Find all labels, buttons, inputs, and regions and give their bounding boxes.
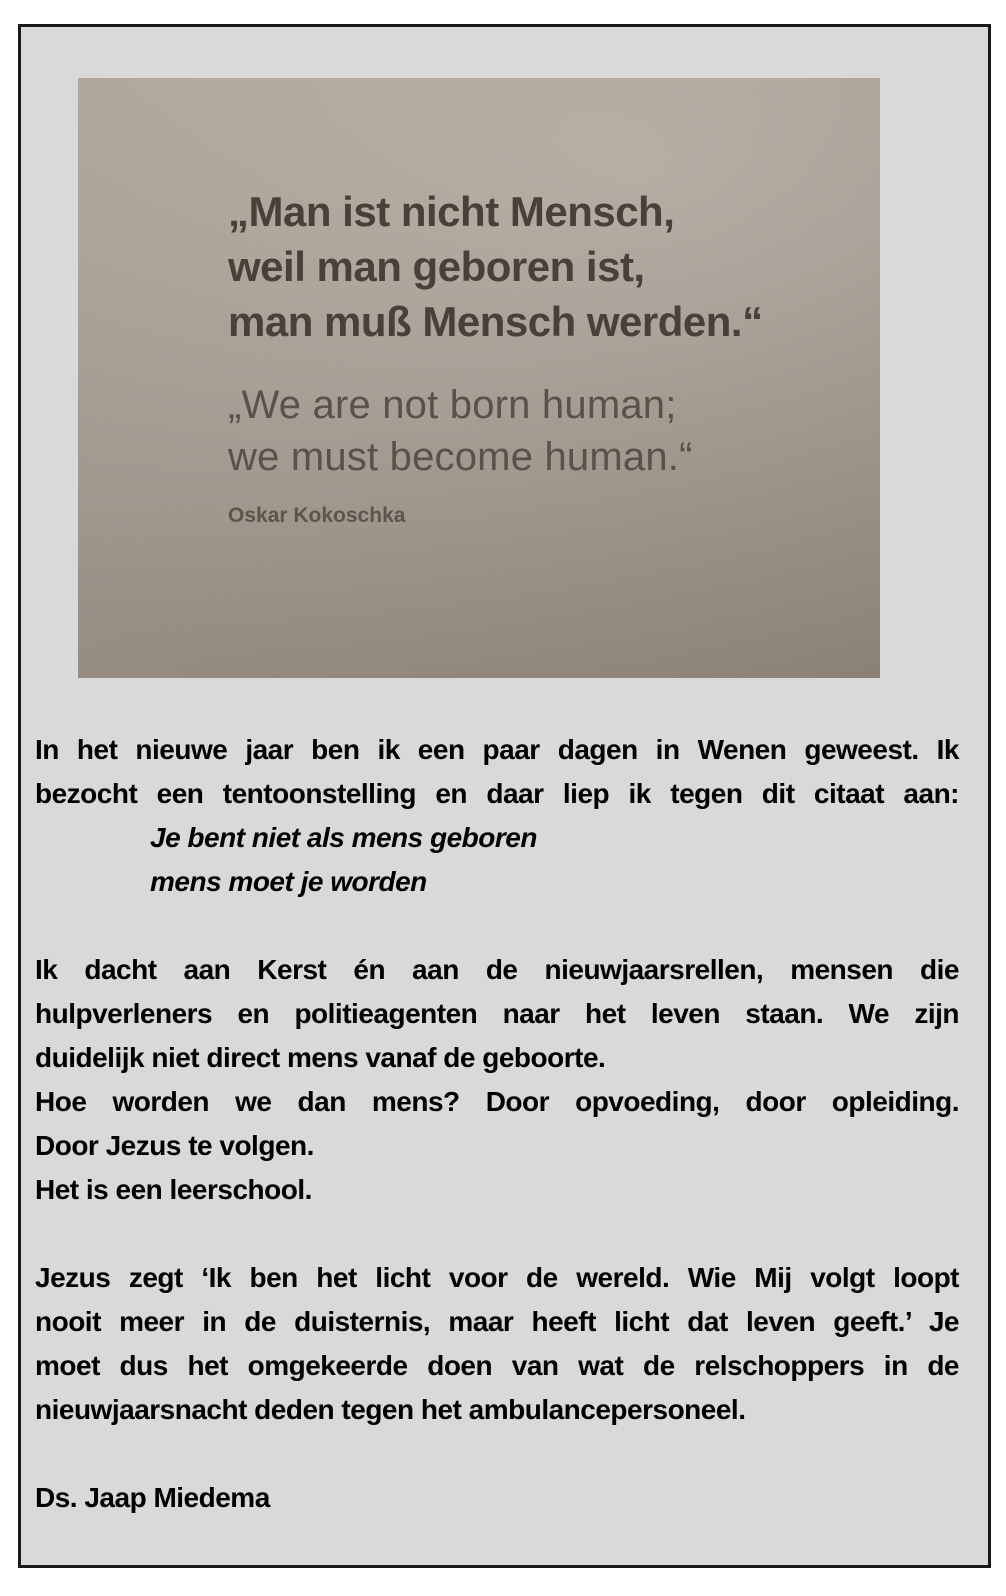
text-line: „Man ist nicht Mensch, [228,188,675,235]
photo-text-block [78,78,880,529]
german-quote [228,184,880,349]
blank-line [35,1212,959,1256]
text-line: Je bent niet als mens geboren [150,822,537,853]
quote-attribution: Oskar Kokoschka [228,504,406,527]
text-line: we must become human.“ [228,435,693,479]
text-line: mens moet je worden [150,866,427,897]
text-line: moet dus het omgekeerde doen van wat de relschoppers in de [35,1350,959,1381]
letter-frame [18,24,991,1568]
blank-line [35,1432,959,1476]
text-line: Door Jezus te volgen. [35,1130,314,1161]
text-line: „We are not born human; [228,383,677,427]
quote-photo [78,78,880,678]
text-line: man muß Mensch werden.“ [228,298,763,345]
english-quote [228,379,880,483]
text-line: Jezus zegt ‘Ik ben het licht voor de wereld. Wie Mij volgt loopt [35,1262,959,1293]
text-line: Ik dacht aan Kerst én aan de nieuwjaarsrellen, mensen die [35,954,959,985]
text-line: Het is een leerschool. [35,1174,312,1205]
text-line: In het nieuwe jaar ben ik een paar dagen in Wenen geweest. Ik [35,734,959,765]
text-line: hulpverleners en politieagenten naar het leven staan. We zijn [35,998,959,1029]
text-line: weil man geboren ist, [228,243,645,290]
text-line: duidelijk niet direct mens vanaf de geboorte. [35,1042,606,1073]
blank-line [35,904,959,948]
letter-body [35,728,959,1520]
text-line: Ds. Jaap Miedema [35,1482,270,1513]
text-line: nieuwjaarsnacht deden tegen het ambulancepersoneel. [35,1394,746,1425]
text-line: nooit meer in de duisternis, maar heeft licht dat leven geeft.’ Je [35,1306,959,1337]
text-line: bezocht een tentoonstelling en daar liep ik tegen dit citaat aan: [35,778,959,809]
text-line: Hoe worden we dan mens? Door opvoeding, door opleiding. [35,1086,959,1117]
